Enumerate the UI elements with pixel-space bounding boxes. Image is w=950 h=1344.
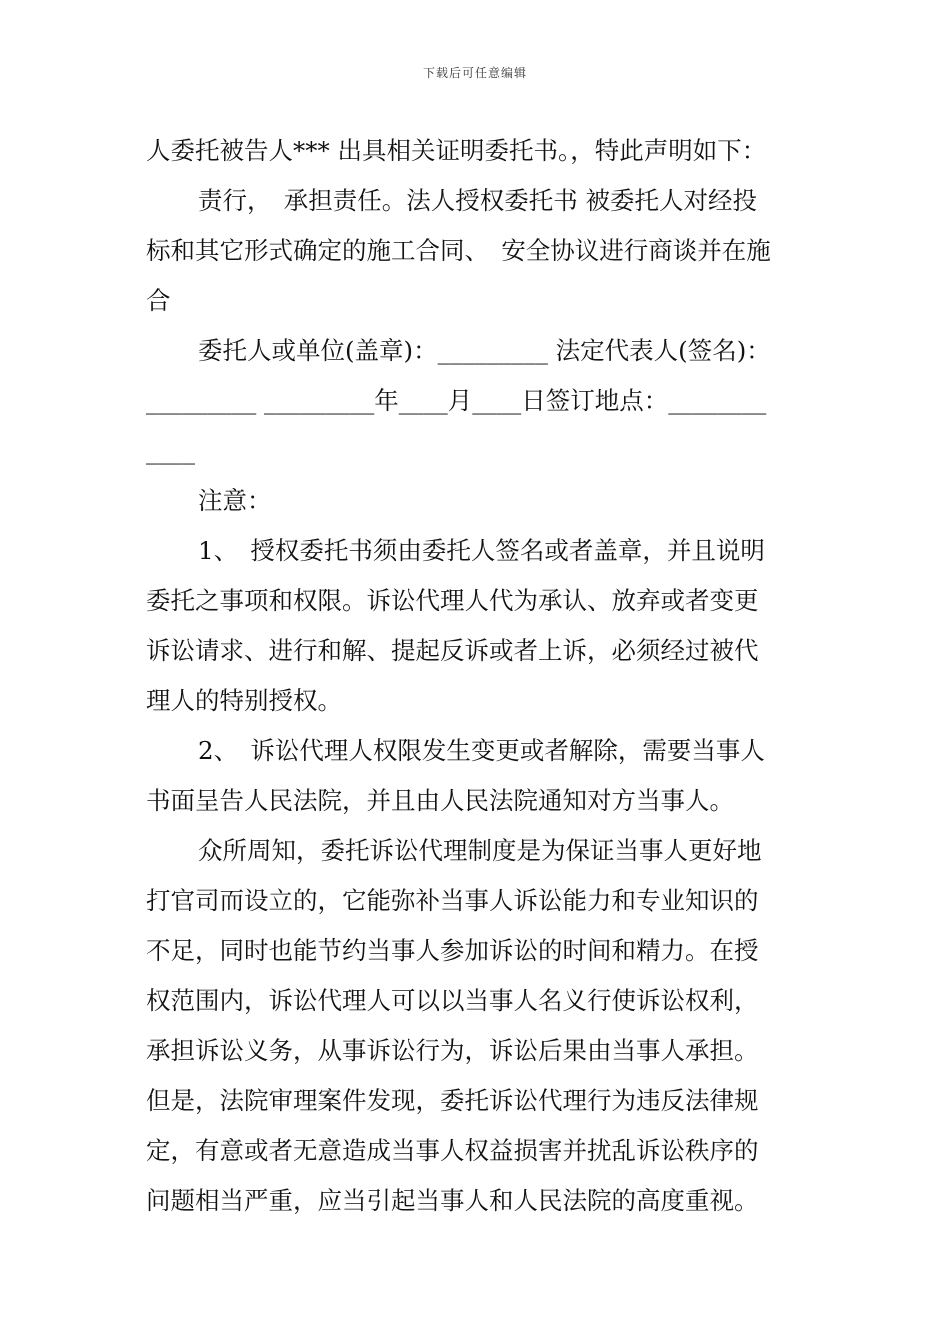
text-line: 定，有意或者无意造成当事人权益损害并扰乱诉讼秩序的 (146, 1136, 759, 1165)
notice-item-1: 1、 授权委托书须由委托人签名或者盖章，并且说明 (198, 536, 765, 565)
notice-heading: 注意： (198, 486, 272, 515)
text-line: 诉讼请求、进行和解、提起反诉或者上诉，必须经过被代 (146, 636, 759, 665)
date-location-line: _________ _________年____月____日签订地点：________ (146, 386, 767, 415)
text-line: 书面呈告人民法院，并且由人民法院通知对方当事人。 (146, 786, 734, 815)
text-line: 权范围内，诉讼代理人可以以当事人名义行使诉讼权利， (146, 986, 759, 1015)
text-line: 打官司而设立的，它能弥补当事人诉讼能力和专业知识的 (146, 886, 759, 915)
paragraph-start: 众所周知，委托诉讼代理制度是为保证当事人更好地 (198, 836, 762, 865)
text-line: ____ (146, 436, 195, 465)
text-line: 承担诉讼义务，从事诉讼行为，诉讼后果由当事人承担。 (146, 1036, 759, 1065)
page-header: 下载后可任意编辑 (422, 66, 527, 80)
text-line: 标和其它形式确定的施工合同、 安全协议进行商谈并在施 (146, 236, 771, 265)
text-line: 委托之事项和权限。诉讼代理人代为承认、放弃或者变更 (146, 586, 759, 615)
notice-item-2: 2、 诉讼代理人权限发生变更或者解除，需要当事人 (198, 736, 765, 765)
text-line: 但是，法院审理案件发现，委托诉讼代理行为违反法律规 (146, 1086, 759, 1115)
document-body (146, 126, 810, 1226)
text-line: 合 (146, 286, 171, 315)
text-line: 问题相当严重，应当引起当事人和人民法院的高度重视。 (146, 1186, 759, 1215)
text-line: 理人的特别授权。 (146, 686, 342, 715)
text-line: 责行， 承担责任。法人授权委托书 被委托人对经投 (198, 186, 758, 215)
text-line: 不足，同时也能节约当事人参加诉讼的时间和精力。在授 (146, 936, 759, 965)
signature-line: 委托人或单位(盖章)：_________ 法定代表人(签名)： (198, 336, 771, 365)
text-line: 人委托被告人*** 出具相关证明委托书。，特此声明如下： (146, 136, 767, 165)
